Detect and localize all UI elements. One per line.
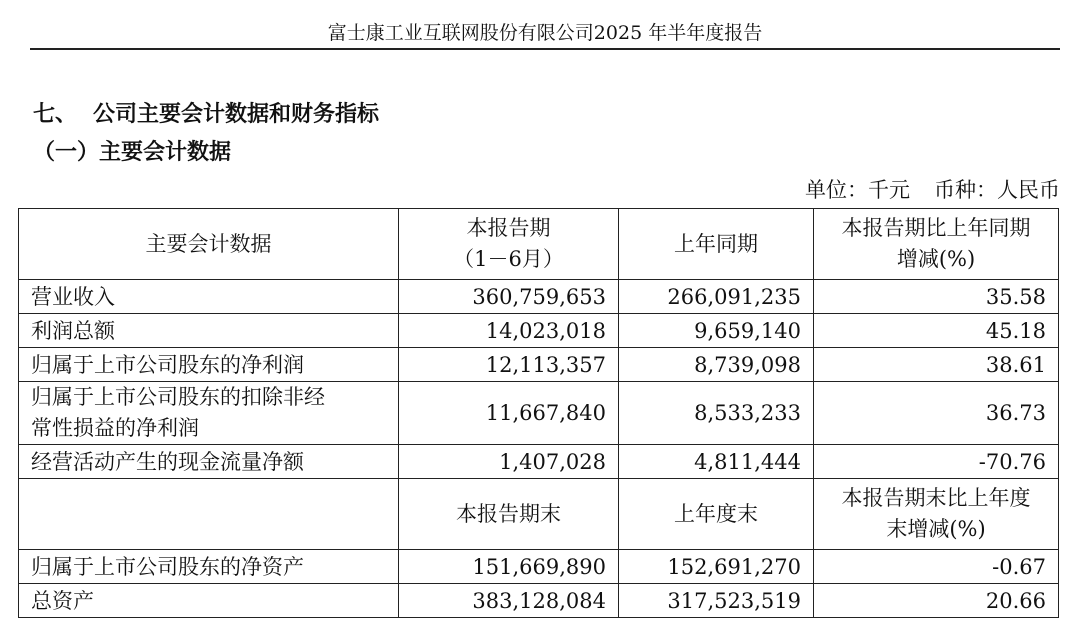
header-change-percent: 本报告期比上年同期 增减(%)	[814, 209, 1059, 280]
table-row	[19, 550, 1059, 584]
section-title	[33, 100, 379, 130]
subheader-period-end: 本报告期末	[399, 479, 619, 550]
table-row	[19, 445, 1059, 479]
subheader-prior-year-end: 上年度末	[619, 479, 814, 550]
subheader-change-percent: 本报告期末比上年度 末增减(%)	[814, 479, 1059, 550]
row-label: 归属于上市公司股东的扣除非经 常性损益的净利润	[19, 382, 399, 445]
accounting-data-table	[18, 208, 1059, 618]
change-value: 20.66	[814, 584, 1059, 618]
table-row	[19, 280, 1059, 314]
current-value: 12,113,357	[399, 348, 619, 382]
table-row	[19, 584, 1059, 618]
prior-value: 8,533,233	[619, 382, 814, 445]
prior-value: 8,739,098	[619, 348, 814, 382]
prior-value: 4,811,444	[619, 445, 814, 479]
prior-value: 9,659,140	[619, 314, 814, 348]
current-value: 360,759,653	[399, 280, 619, 314]
section-title-text: 公司主要会计数据和财务指标	[93, 102, 380, 127]
change-value: -70.76	[814, 445, 1059, 479]
row-label: 营业收入	[19, 280, 399, 314]
current-value: 383,128,084	[399, 584, 619, 618]
prior-value: 152,691,270	[619, 550, 814, 584]
table-header-row	[19, 209, 1059, 280]
prior-value: 317,523,519	[619, 584, 814, 618]
current-value: 14,023,018	[399, 314, 619, 348]
change-value: -0.67	[814, 550, 1059, 584]
row-label: 利润总额	[19, 314, 399, 348]
subsection-title: （一）主要会计数据	[33, 140, 232, 165]
report-title: 富士康工业互联网股份有限公司2025 年半年度报告	[327, 22, 763, 44]
change-value: 35.58	[814, 280, 1059, 314]
page-header	[30, 20, 1060, 50]
current-value: 11,667,840	[399, 382, 619, 445]
table-row	[19, 314, 1059, 348]
header-prior-period: 上年同期	[619, 209, 814, 280]
row-label: 归属于上市公司股东的净利润	[19, 348, 399, 382]
unit-label: 单位：千元	[805, 178, 910, 202]
row-label: 总资产	[19, 584, 399, 618]
row-label: 归属于上市公司股东的净资产	[19, 550, 399, 584]
row-label: 经营活动产生的现金流量净额	[19, 445, 399, 479]
current-value: 151,669,890	[399, 550, 619, 584]
prior-value: 266,091,235	[619, 280, 814, 314]
current-value: 1,407,028	[399, 445, 619, 479]
change-value: 36.73	[814, 382, 1059, 445]
section-number: 七、	[33, 102, 78, 127]
table-row	[19, 382, 1059, 445]
currency-label: 币种：人民币	[934, 178, 1060, 202]
change-value: 45.18	[814, 314, 1059, 348]
header-current-period: 本报告期 （1－6月）	[399, 209, 619, 280]
unit-currency-line	[805, 176, 1060, 204]
change-value: 38.61	[814, 348, 1059, 382]
header-main-data: 主要会计数据	[19, 209, 399, 280]
table-row	[19, 348, 1059, 382]
table-subheader-row	[19, 479, 1059, 550]
subheader-blank	[19, 479, 399, 550]
